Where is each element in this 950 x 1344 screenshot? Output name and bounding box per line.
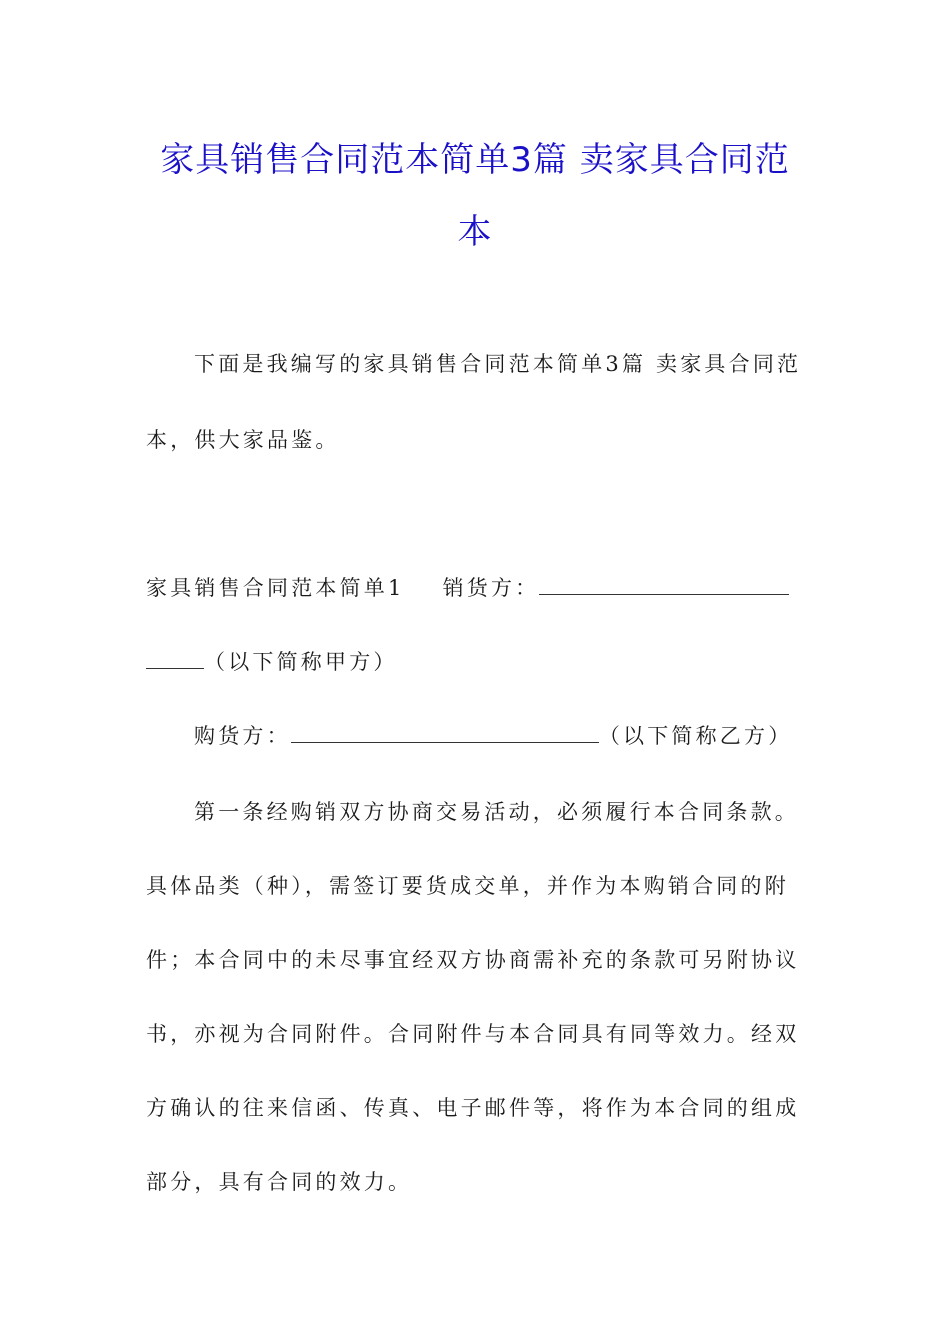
buyer-label: 购货方： (194, 724, 291, 748)
intro-line-1: 下面是我编写的家具销售合同范本简单3篇 卖家具合同范 (194, 352, 802, 376)
article-1-line-3: 件；本合同中的未尽事宜经双方协商需补充的条款可另附协议 (146, 948, 800, 972)
article-1-line-1: 第一条经购销双方协商交易活动，必须履行本合同条款。 (194, 800, 799, 824)
article-1-line-5: 方确认的往来信函、传真、电子邮件等，将作为本合同的组成 (146, 1096, 800, 1120)
seller-suffix: （以下简称甲方） (204, 650, 398, 674)
seller-name-field-continued[interactable] (146, 650, 204, 669)
article-1-line-6: 部分，具有合同的效力。 (146, 1170, 413, 1194)
buyer-line (194, 720, 810, 750)
article-1-line-2: 具体品类（种），需签订要货成交单，并作为本购销合同的附 (146, 874, 789, 898)
buyer-suffix: （以下简称乙方） (598, 724, 793, 748)
seller-label: 销货方： (442, 576, 540, 600)
document-title-line-1: 家具销售合同范本简单3篇 卖家具合同范 (160, 140, 790, 180)
buyer-name-field[interactable] (291, 724, 599, 743)
seller-name-field[interactable] (539, 576, 789, 595)
article-1-line-4: 书，亦视为合同附件。合同附件与本合同具有同等效力。经双 (146, 1022, 800, 1046)
document-title-line-2: 本 (457, 212, 493, 252)
intro-line-2: 本，供大家品鉴。 (146, 428, 340, 452)
seller-line (146, 572, 810, 602)
seller-suffix-line (146, 646, 810, 676)
contract-heading: 家具销售合同范本简单1 (146, 576, 405, 600)
